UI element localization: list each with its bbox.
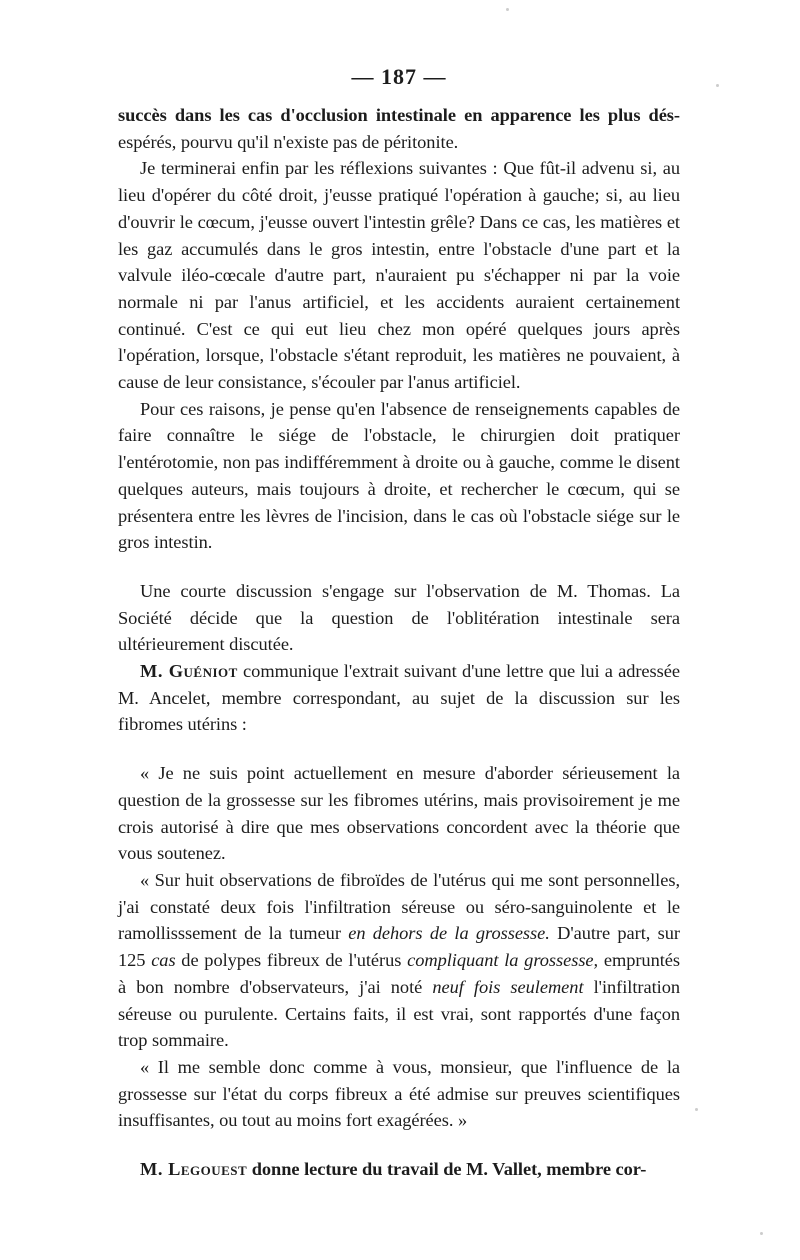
paper-speckle xyxy=(716,84,719,87)
bold-continuation-text: succès dans les cas d'occlusion intestinale en apparence les plus dés- xyxy=(118,105,680,125)
paragraph-discussion: Une courte discussion s'engage sur l'observation de M. Thomas. La Société décide que la question de l'oblitération intestinale sera ultérieurement discutée. xyxy=(118,580,680,655)
italic-text: neuf fois seulement xyxy=(432,976,584,997)
paragraph-legouest xyxy=(118,1156,680,1183)
continuation-text: espérés, pourvu qu'il n'existe pas de péritonite. xyxy=(118,131,459,152)
page-number: — 187 — xyxy=(351,64,447,89)
speaker-name: Guéniot xyxy=(168,661,238,682)
paragraph-reflexions: Je terminerai enfin par les réflexions suivantes : Que fût-il advenu si, au lieu d'opérer du côté droit, j'eusse pratiqué l'opération à gauche; si, au lieu d'ouvrir le cœcum, j'eusse ouvert l'intestin grêle? Dans ce cas, les matières et les gaz accumulés dans le gros intestin, entre l'obstacle d'une part et la valvule iléo-cœcale d'autre part, n'auraient pu s'échapper ni par la voie normale ni par l'anus artificiel, et les accidents auraient certainement continué. C'est ce qui eut lieu chez mon opéré quelques jours après l'opération, lorsque, l'obstacle s'étant reproduit, les matières ne pouvaient, à cause de leur consistance, s'écouler par l'anus artificiel. xyxy=(118,158,680,393)
letter-text: D'autre part, sur 125 xyxy=(118,923,680,971)
book-page xyxy=(118,62,680,1183)
letter-text: empruntés à bon nombre d'observateurs, j'ai noté xyxy=(118,950,680,997)
paper-speckle xyxy=(760,1232,763,1235)
paragraph-continuation xyxy=(118,102,680,155)
letter-text: « Sur huit observations de fibroïdes de l'utérus qui me sont personnelles, j'ai constaté deux fois l'infiltration séreuse ou séro-sanguinolente et le ramollisssement de la tumeur xyxy=(118,869,680,944)
letter-paragraph-1: « Je ne suis point actuellement en mesure d'aborder sérieusement la question de la grossesse sur les fibromes utérins, mais provisoirement je me crois autorisé à dire que mes observations concordent avec la théorie que vous soutenez. xyxy=(118,763,680,864)
italic-text: cas xyxy=(151,950,176,971)
paragraph-gueniot xyxy=(118,658,680,738)
italic-text: en dehors de la grossesse. xyxy=(348,923,550,944)
paragraph-text: communique l'extrait suivant d'une lettre que lui a adressée M. Ancelet, membre correspondant, au sujet de la discussion sur les fibromes utérins : xyxy=(118,661,680,735)
paper-speckle xyxy=(506,8,509,11)
letter-text: l'infiltration séreuse ou purulente. Certains faits, il est vrai, sont rapportés d'une façon trop sommaire. xyxy=(118,976,681,1051)
letter-paragraph-2 xyxy=(118,867,680,1054)
paragraph-conclusion: Pour ces raisons, je pense qu'en l'absence de renseignements capables de faire connaître le siége de l'obstacle, le chirurgien doit pratiquer l'entérotomie, non pas indifféremment à droite ou à gauche, comme le disent quelques auteurs, mais toujours à droite, et rechercher le cœcum, qui se présentera entre les lèvres de l'incision, dans le cas où l'obstacle siége sur le gros intestin. xyxy=(118,398,680,553)
letter-text: de polypes fibreux de l'utérus xyxy=(175,950,408,971)
bold-paragraph-text: donne lecture du travail de M. Vallet, membre cor- xyxy=(247,1159,647,1180)
speaker-prefix: M. xyxy=(140,1159,169,1180)
speaker-name: Legouest xyxy=(168,1159,248,1180)
italic-text: compliquant la grossesse, xyxy=(407,950,599,971)
letter-paragraph-3: « Il me semble donc comme à vous, monsieur, que l'influence de la grossesse sur l'état du corps fibreux a été admise sur preuves scientifiques insuffisantes, ou tout au moins fort exagérées. » xyxy=(118,1056,680,1131)
paper-speckle xyxy=(695,1108,698,1111)
speaker-prefix: M. xyxy=(140,661,169,682)
